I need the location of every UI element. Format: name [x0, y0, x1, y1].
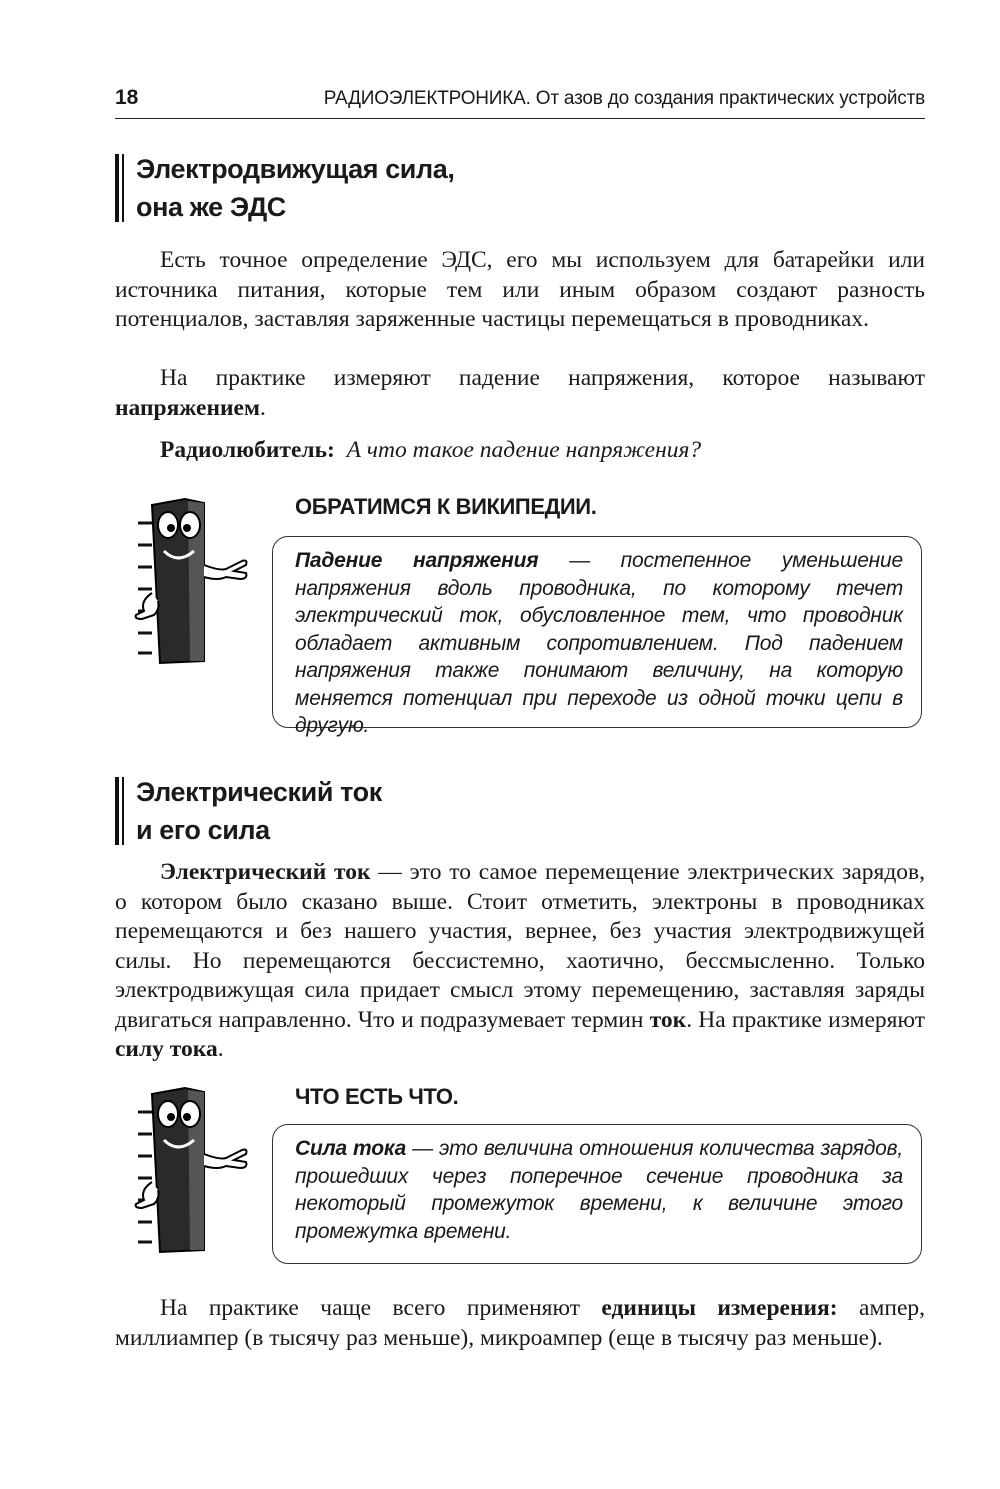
- page-number: 18: [115, 86, 139, 109]
- paragraph-units: На практике чаще всего применяют единицы измерения: ампер, миллиампер (в тысячу раз меньше), микроампер (еще в тысячу раз меньше).: [115, 1295, 925, 1351]
- heading-line: и его сила: [136, 815, 270, 845]
- section-heading-emf: [115, 150, 715, 226]
- paragraph-voltage-drop: На практике измеряют падение напряжения, которое называют напряжением.: [115, 365, 925, 421]
- paragraph-emf-definition: Есть точное определение ЭДС, его мы используем для батарейки или источника питания, которые тем или иным образом создают разность потенциалов, заставляя заряженные частицы перемещаться в проводниках.: [115, 247, 925, 332]
- speaker-question: А что такое падение напряжения?: [346, 437, 702, 463]
- callout-box-current-strength: Сила тока — это величина отношения количества зарядов, прошедших через поперечное сечение проводника за некоторый промежуток времени, к величине этого промежутка времени.: [272, 1124, 922, 1264]
- heading-line: Электродвижущая сила,: [136, 154, 455, 184]
- callout-term: Падение напряжения: [295, 549, 539, 572]
- running-header: [115, 86, 925, 119]
- running-title: РАДИОЭЛЕКТРОНИКА. От азов до создания практических устройств: [323, 88, 925, 109]
- callout-title-wikipedia: ОБРАТИМСЯ К ВИКИПЕДИИ.: [295, 494, 597, 519]
- chip-mascot-icon: [130, 493, 255, 668]
- bold-term: напряжением: [115, 394, 260, 421]
- bold-term: ток: [649, 1006, 687, 1033]
- callout-box-voltage-drop: Падение напряжения — постепенное уменьшение напряжения вдоль проводника, по которому течет электрический ток, обусловленное тем, что проводник обладает активным сопротивлением. Под падением напряжения также понимают величину, на которую меняется потенциал при переходе из одной точки цепи в другую.: [272, 536, 922, 728]
- heading-bar-marker: [115, 154, 124, 222]
- callout-title-what-is-what: ЧТО ЕСТЬ ЧТО.: [295, 1084, 459, 1109]
- bold-term: единицы измерения:: [601, 1295, 838, 1321]
- heading-bar-marker: [115, 777, 124, 845]
- paragraph-electric-current: Электрический ток — это то самое перемещение электрических зарядов, о котором было сказано выше. Стоит отметить, электроны в проводниках перемещаются и без нашего участия, вернее, без участия электродвижущей силы. Но перемещаются бессистемно, хаотично, бессмысленно. Только электродвижущая сила придает смысл этому перемещению, заставляя заряды двигаться направленно. Что и подразумевает термин ток. На практике измеряют силу тока.: [115, 859, 926, 1062]
- bold-term: Электрический ток: [160, 859, 371, 885]
- chip-mascot-icon: [130, 1082, 255, 1257]
- speaker-label: Радиолюбитель:: [160, 437, 335, 463]
- heading-line: Электрический ток: [136, 777, 382, 807]
- bold-term: силу тока: [115, 1036, 218, 1062]
- dialogue-line: [160, 436, 701, 466]
- section-heading-current: [115, 773, 715, 849]
- callout-term: Сила тока: [295, 1137, 407, 1160]
- heading-line: она же ЭДС: [136, 192, 286, 222]
